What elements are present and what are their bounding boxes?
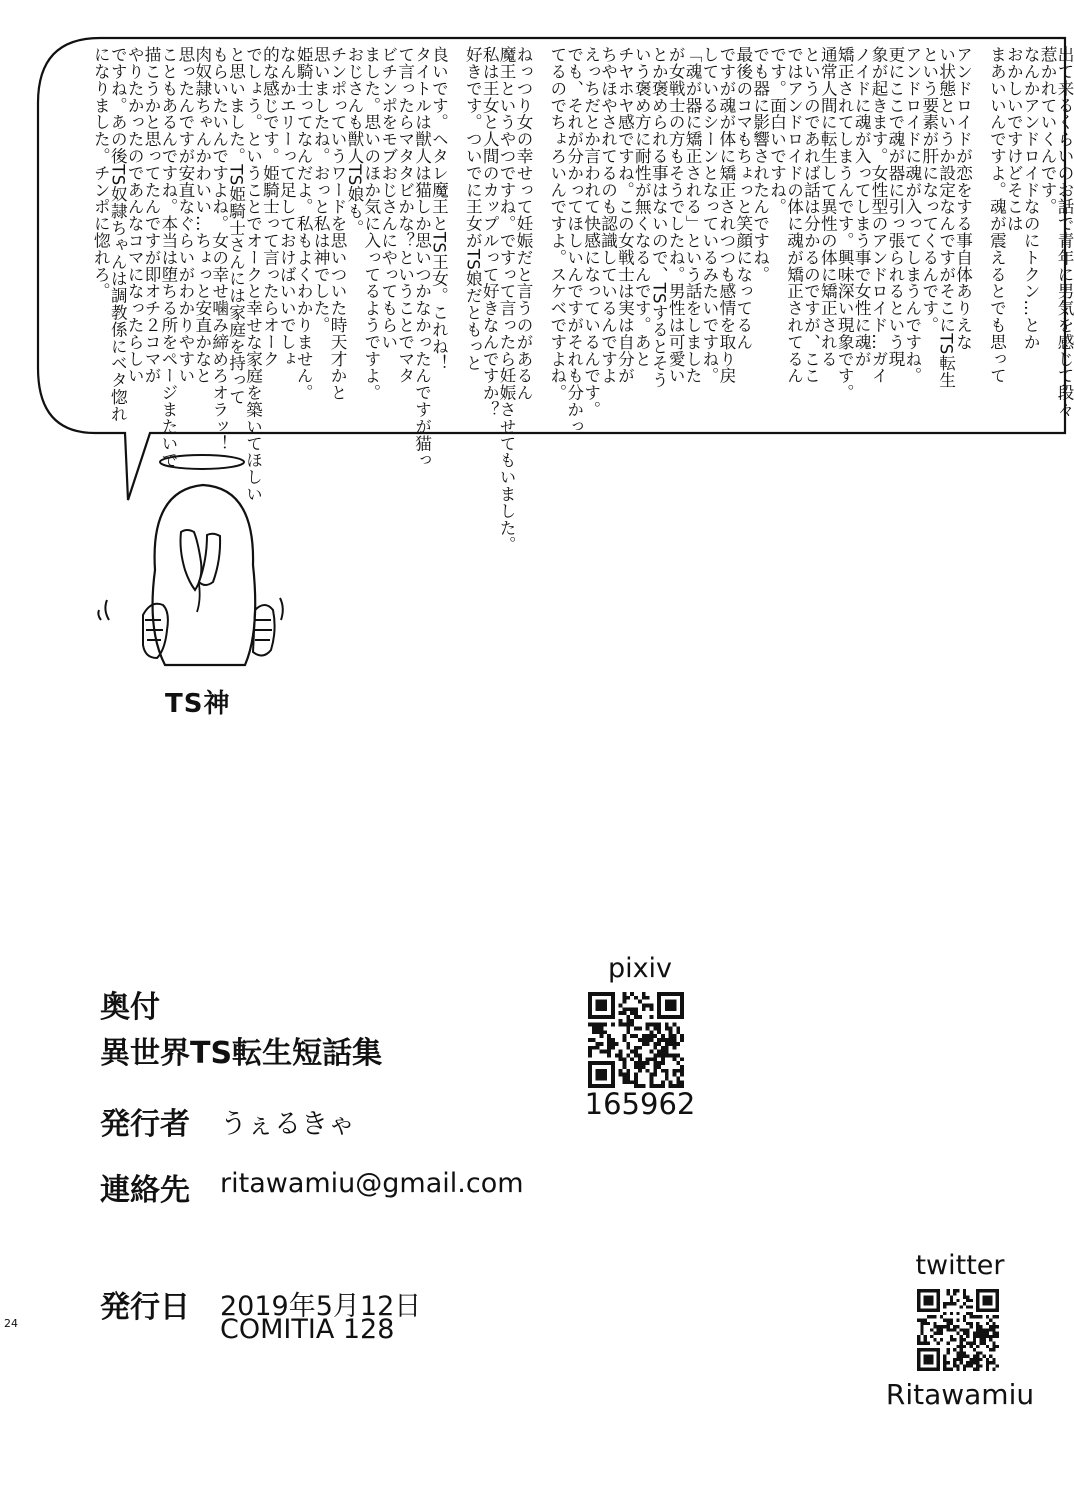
twitter-label: twitter <box>915 1250 1005 1281</box>
pixiv-qr-code-icon[interactable] <box>588 992 684 1088</box>
speech-bubble-text <box>52 46 1074 553</box>
bubble-text-line <box>971 46 988 446</box>
bubble-text-line: とか褒められる事はないので、TSするとそう <box>649 46 669 389</box>
publisher-label: 発行者 <box>100 1107 190 1142</box>
bubble-text-line: 私は王女と人間のカップルって好きなんですか？ <box>480 46 500 418</box>
bubble-text-line: 的な感じです。姫騎士って言ったらオーク <box>260 46 280 368</box>
bubble-text-line: ました。思いのほか気に入ってるようですよ。 <box>361 46 381 401</box>
halo-icon <box>160 455 244 469</box>
bubble-text-line: まあいいんですよ。魂が震えるとでも思って <box>987 46 1007 384</box>
ts-god-character <box>95 450 285 690</box>
bubble-text-line <box>531 46 548 446</box>
bubble-text-line: チンポっていうワードを思いついた時天才かと <box>328 46 348 401</box>
bubble-text-line: 思ったんですが安直なぐらいがわかりやすい <box>175 46 195 384</box>
bubble-text-line: になりました。チンポに惚れろ。 <box>91 46 111 300</box>
contact-label: 連絡先 <box>100 1173 190 1208</box>
bubble-text-line: 象が起きます。女性型のアンドロイド…ガイ <box>869 46 889 384</box>
publish-date: 2019年5月12日 <box>220 1291 422 1322</box>
bubble-text-line: 思いましたね。おっと私は神でした。 <box>311 46 331 334</box>
twitter-qr-code-icon[interactable] <box>917 1289 999 1371</box>
bubble-text-line: おかしいですけどそこは <box>1004 46 1024 232</box>
page-number: 24 <box>4 1317 18 1330</box>
bubble-text-line: アンドロイドが恋をする事自体ありえな <box>953 46 973 351</box>
bubble-text-line: 矯正されてしまうんです。興味深い現象です。 <box>835 46 855 401</box>
bubble-text-line: ビチンポをモブおじさんにやってもらい <box>378 46 398 351</box>
bubble-text-line: でも器に影響されたんですね。 <box>750 46 770 283</box>
bubble-text-line: チヤホヤ感ですね。この女戦士は実は自分が <box>615 46 635 384</box>
publisher-name: うぇるきゃ <box>220 1109 355 1140</box>
bubble-text-line: 好きです。ついでに王女がTS娘だともっと <box>463 46 483 372</box>
bubble-text-line: しているシーンとなっているみたいですね。 <box>699 46 719 384</box>
bubble-text-line: というのであれば話は分かるのですが、ここ <box>801 46 821 384</box>
bubble-text-line: やりたかったのであんなコマになったらしい <box>125 46 145 384</box>
bubble-text-line: 「魂が器に矯正される」という話をしました <box>683 46 703 384</box>
bubble-text-line: なんかアンドロイドなのにトクン…とか <box>1021 46 1041 351</box>
event-name: COMITIA 128 <box>220 1314 395 1345</box>
bubble-text-line: てるのでちょろいんですよ。スケベですよね。 <box>547 46 567 401</box>
bubble-text-line: ノイドに魂が入ってしまう事で女性に魂が <box>852 46 872 368</box>
bubble-text-line: ねっつり女の幸せって妊娠だと言うのがあるん <box>514 46 533 401</box>
bubble-text-line: 通常人間に転生して異性の体に矯正される <box>818 46 838 368</box>
bubble-text-line: い状態というか設定なんですがそこにTS転生 <box>936 46 956 389</box>
bubble-text-line: 姫騎士ってなんだよ。私もよくわかりません。 <box>294 46 314 401</box>
bubble-text-line: と思いました。TS姫騎士さんには家庭を持って <box>226 46 246 406</box>
bubble-text-line: 魔王というやつですね。ですって言ったら妊娠させてもいました。 <box>497 46 517 553</box>
bubble-text-line <box>446 46 463 446</box>
bubble-text-line: ですね。あの後TS奴隷ちゃんは調教係にベタ惚れ <box>108 46 128 423</box>
bubble-text-line: 肉奴隷ちゃんかわいい…ちょっと安直かなと <box>192 46 212 384</box>
character-name: TS神 <box>165 689 231 719</box>
colophon-heading: 奥付 <box>100 990 160 1025</box>
bubble-text-line: タイトルは獣人は猫しか思いつかなかったんですが猫っ <box>412 46 432 469</box>
bubble-text-line: もらいたいんですよね。女の幸せ噛み締めろオラッ！ <box>209 46 229 452</box>
pixiv-id: 165962 <box>584 1087 696 1121</box>
bubble-text-line: 良いです。ヘタレ魔王とTS王女。これね！ <box>429 46 449 372</box>
date-label: 発行日 <box>100 1290 190 1325</box>
bubble-text-line: て言ったらマタタビかな？ということでマタ <box>395 46 415 384</box>
book-title: 異世界TS転生短話集 <box>100 1036 383 1071</box>
bubble-text-line: こともあるんですね。本当は堕ちる所をページまたいで <box>158 46 178 469</box>
bubble-text-line: アンドロイドに魂が入ってしまうんですね。 <box>902 46 922 384</box>
bubble-text-line: が女戦士の方もそうでしたね。男性は可愛い <box>666 46 686 384</box>
bubble-text-line: 最後のコマもちょっと笑顔になってるん <box>733 46 753 351</box>
bubble-text-line: ちやほやされてるのも認識しているんですよ <box>598 46 618 384</box>
bubble-text-line: ではアンドロイドの体に魂が矯正されてるん <box>784 46 804 384</box>
bubble-text-line: という要素が肝になってくるんです。 <box>919 46 939 334</box>
twitter-id: Ritawamiu <box>885 1378 1035 1411</box>
bubble-text-line: でも、それが分かってほしいんですがそれも分かっ <box>564 46 584 435</box>
contact-email[interactable]: ritawamiu@gmail.com <box>220 1168 524 1199</box>
right-hand <box>253 598 283 656</box>
bubble-text-line: 惹かれていくんです。 <box>1038 46 1058 215</box>
bubble-text-line: 更にここで魂が器に引っ張られるという現 <box>885 46 905 368</box>
bubble-text-line: いう褒め方に耐性が無くなるんです。あと <box>632 46 652 368</box>
pixiv-label: pixiv <box>607 953 673 984</box>
bubble-text-line: えっちだとか言われて快感になっているんです。 <box>581 46 601 418</box>
bubble-text-line: おじさんも獣人TS娘も。 <box>344 46 364 237</box>
bubble-text-line: です。面白いですね。 <box>767 46 787 215</box>
bubble-text-line: 描こうかと思ってたんですが即オチ２コマが <box>142 46 162 384</box>
bubble-text-line: でしょう。ということでオークと幸せな家庭を築いてほしい <box>243 46 263 503</box>
bubble-text-line: なんかエリーって足しておけばいいでしょ <box>277 46 297 368</box>
bubble-text-line: ですが魂が体に矯正されつつも感情を取り戻 <box>716 46 736 384</box>
bubble-text-line: 出て来るくらいのお話で青年に男気を感じて段々 <box>1055 46 1074 418</box>
